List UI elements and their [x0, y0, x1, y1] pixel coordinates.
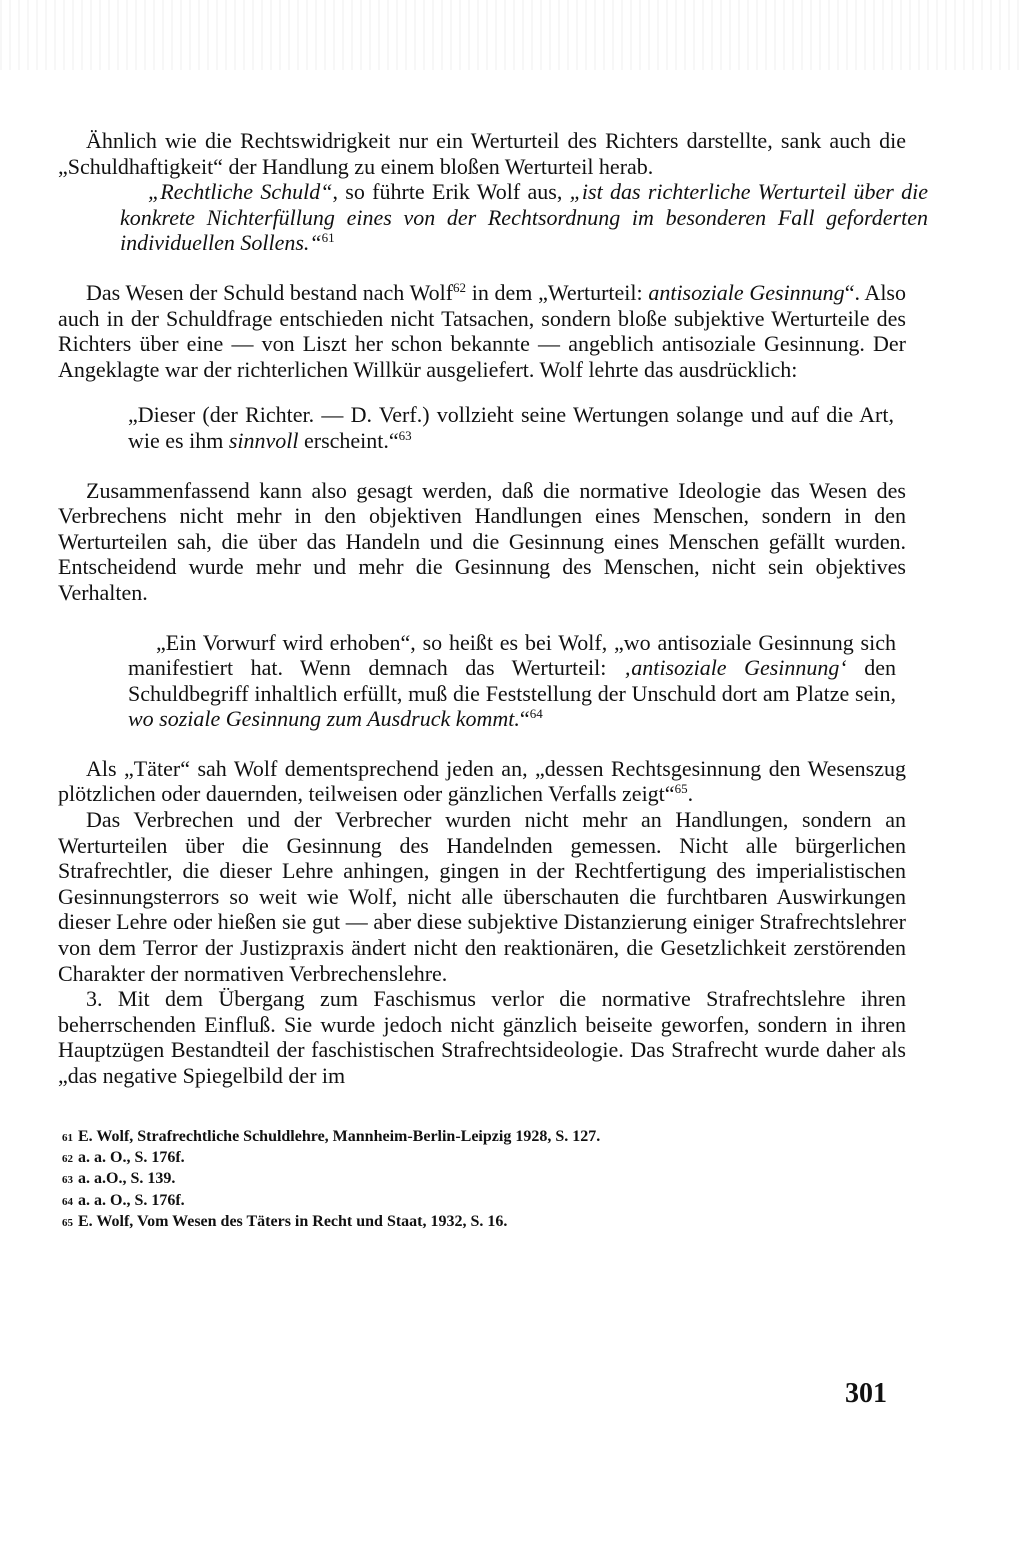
footnote-number: 62: [62, 1153, 73, 1165]
quote-2: [128, 402, 894, 453]
quote-3-part-e: “: [519, 706, 530, 732]
footnote-63: [62, 1169, 910, 1190]
paragraph-1: [58, 128, 906, 179]
footnote-ref-63: 63: [398, 427, 412, 443]
quote-2-part-a: „Dieser (der Richter. — D. Verf.) vollzieht seine Wertungen solange und auf die Art, wie es ihm: [128, 402, 894, 453]
page-number: 301: [845, 1378, 887, 1409]
scan-noise: [0, 0, 1024, 70]
footnote-ref-64: 64: [529, 706, 543, 722]
footnote-ref-61: 61: [321, 230, 335, 246]
paragraph-3: [58, 478, 906, 606]
paragraph-6: [58, 986, 906, 1088]
paragraph-1-text: Ähnlich wie die Rechtswidrigkeit nur ein Werturteil des Richters darstellte, sank auch die „Schuldhaftigkeit“ der Handlung zu einem bloßen Werturteil herab.: [58, 128, 906, 179]
footnote-61: [62, 1127, 910, 1148]
footnote-number: 65: [62, 1217, 73, 1230]
quote-1-part-c: „ist das richterliche Werturteil über die konkrete Nichterfüllung eines von der Rechtsordnung im besonderen Fall geforderten individuellen Sollens.“: [120, 179, 929, 256]
quote-3-part-d: wo soziale Gesinnung zum Ausdruck kommt.: [128, 706, 520, 732]
footnote-number: 61: [62, 1131, 73, 1144]
quote-2-part-c: erscheint.“: [298, 427, 399, 453]
footnotes: [62, 1127, 910, 1234]
footnote-text: E. Wolf, Vom Wesen des Täters in Recht und Staat, 1932, S. 16.: [78, 1213, 508, 1231]
quote-3-part-b: ‚antisoziale Gesinnung‘: [623, 655, 847, 681]
quote-1: [120, 179, 928, 256]
paragraph-5-text: Das Verbrechen und der Verbrecher wurden nicht mehr an Handlungen, sondern an Werturteilen über die Gesinnung des Handelnden gemessen. Nicht alle bürgerlichen Strafrechtler, die dieser Lehre anhingen, gingen in der Rechtfertigung des imperialistischen Gesinnungsterrors so weit wie Wolf, nicht alle überschauten die furchtbaren Auswirkungen dieser Lehre oder hießen sie gut — aber diese subjektive Distanzierung einiger Strafrechtslehrer von dem Terror der Justizpraxis ändert nicht den reaktionären, die Gesetzlichkeit zerstörenden Charakter der normativen Verbrechenslehre.: [58, 807, 906, 986]
paragraph-2-part-d: “. Also auch in der Schuldfrage entschieden nicht Tatsachen, sondern bloße subjektive Werturteile des Richters über eine — von Liszt her schon bekannte — angeblich antisoziale Gesinnung. Der Angeklagte war der richterlichen Willkür ausgeliefert. Wolf lehrte das ausdrücklich:: [58, 279, 906, 382]
paragraph-6-text: 3. Mit dem Übergang zum Faschismus verlor die normative Strafrechtslehre ihren beherrschenden Einfluß. Sie wurde jedoch nicht gänzlich beiseite geworfen, sondern in ihren Hauptzügen Bestandteil der faschistischen Strafrechtsideologie. Das Strafrecht wurde daher als „das negative Spiegelbild der im: [58, 986, 906, 1088]
footnote-65: [62, 1212, 910, 1233]
paragraph-2-part-c: antisoziale Gesinnung: [648, 279, 845, 305]
footnote-number: 64: [62, 1195, 73, 1208]
paragraph-4: [58, 756, 906, 807]
paragraph-5: [58, 807, 906, 986]
footnote-62: [62, 1148, 910, 1169]
footnote-64: [62, 1191, 910, 1212]
footnote-ref-62: 62: [453, 279, 467, 295]
paragraph-2-part-b: in dem „Werturteil:: [466, 279, 649, 305]
paragraph-2-part-a: Das Wesen der Schuld bestand nach Wolf: [86, 279, 454, 305]
paragraph-2: [58, 280, 906, 382]
quote-2-part-b: sinnvoll: [228, 427, 299, 453]
footnote-text: E. Wolf, Strafrechtliche Schuldlehre, Mannheim-Berlin-Leipzig 1928, S. 127.: [78, 1127, 601, 1145]
footnote-text: a. a. O., S. 176f.: [78, 1191, 185, 1209]
quote-3-part-a: „Ein Vorwurf wird erhoben“, so heißt es bei Wolf, „wo antisoziale Gesinnung sich manifestiert hat. Wenn demnach das Werturteil:: [128, 629, 896, 681]
footnote-text: a. a.O., S. 139.: [78, 1170, 176, 1188]
quote-1-part-a: „Rechtliche Schuld“: [148, 179, 333, 205]
quote-1-part-b: , so führte Erik Wolf aus,: [332, 179, 570, 205]
quote-3-part-c: den Schuldbegriff inhaltlich erfüllt, muß die Feststellung der Unschuld dort am Platze sein,: [128, 655, 896, 706]
quote-3: [128, 630, 896, 732]
footnote-text: a. a. O., S. 176f.: [78, 1149, 185, 1166]
paragraph-4-part-a: Als „Täter“ sah Wolf dementsprechend jeden an, „dessen Rechtsgesinnung den Wesenszug plötzlichen oder dauernden, teilweisen oder gänzlichen Verfalls zeigt“: [58, 755, 906, 807]
paragraph-4-part-b: .: [687, 781, 694, 807]
footnote-ref-65: 65: [674, 781, 688, 797]
paragraph-3-text: Zusammenfassend kann also gesagt werden, daß die normative Ideologie das Wesen des Verbrechens nicht mehr in den objektiven Handlungen eines Menschen, sondern in den Werturteilen sah, die über das Handeln und die Gesinnung eines Menschen gefällt wurden. Entscheidend wurde mehr und mehr die Gesinnung des Menschen, nicht sein objektives Verhalten.: [58, 477, 906, 605]
footnote-number: 63: [62, 1174, 73, 1187]
